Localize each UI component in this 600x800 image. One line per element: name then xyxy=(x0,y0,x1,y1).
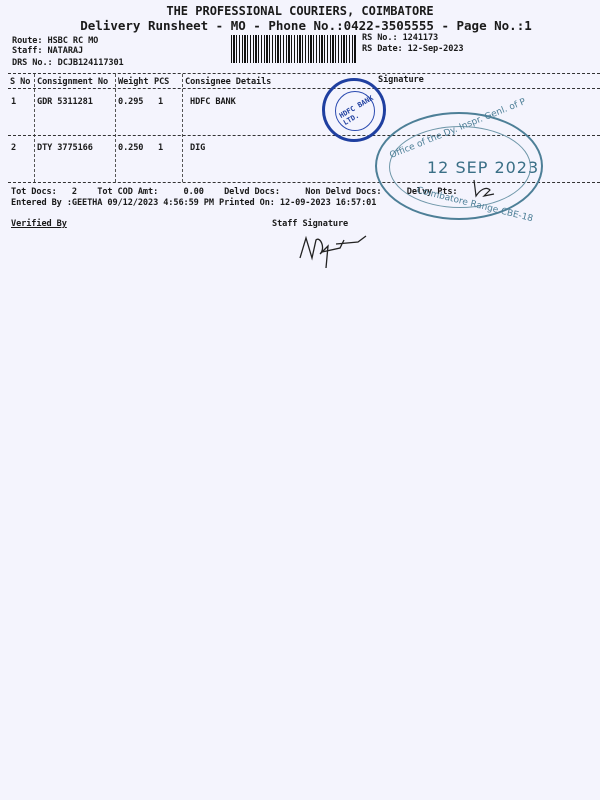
totals-line: Tot Docs: 2 Tot COD Amt: 0.00 Delvd Docs: Non Delvd Docs: Delvy Pts: xyxy=(11,187,458,197)
col-header-consignment: Consignment No xyxy=(37,77,109,87)
company-title: THE PROFESSIONAL COURIERS, COIMBATORE xyxy=(166,4,434,18)
staff-signature-label: Staff Signature xyxy=(272,219,349,229)
rs-date: RS Date: 12-Sep-2023 xyxy=(362,44,464,54)
row1-sno: 1 xyxy=(11,97,17,107)
col-header-signature: Signature xyxy=(378,75,424,85)
verified-by-label: Verified By xyxy=(11,219,67,229)
row2-weight: 0.250 xyxy=(118,143,144,153)
row2-consignee: DIG xyxy=(190,143,206,153)
col-header-sno: S No xyxy=(10,77,31,87)
row2-pcs: 1 xyxy=(158,143,164,153)
office-stamp-date: 12 SEP 2023 xyxy=(427,158,540,177)
row1-weight: 0.295 xyxy=(118,97,144,107)
col-header-weight: Weight xyxy=(118,77,149,87)
office-date-stamp xyxy=(375,97,543,225)
barcode xyxy=(231,35,356,63)
bank-stamp-text: HDFC BANK LTD. xyxy=(337,94,375,127)
rs-number: RS No.: 1241173 xyxy=(362,33,439,43)
signature-scribble xyxy=(296,228,376,276)
staff-label: Staff: NATARAJ xyxy=(12,46,84,56)
office-stamp-top-text: Office of the Dy. Inspr. Genl. of P xyxy=(388,97,528,161)
row1-pcs: 1 xyxy=(158,97,164,107)
table-top-rule xyxy=(8,73,600,74)
office-stamp-bottom-text: Coimbatore Range CBE-18 xyxy=(415,185,534,225)
entered-by-line: Entered By :GEETHA 09/12/2023 4:56:59 PM Printed On: 12-09-2023 16:57:01 xyxy=(11,198,377,208)
row2-sno: 2 xyxy=(11,143,17,153)
column-divider xyxy=(34,74,35,182)
table-header-rule xyxy=(8,88,600,89)
row1-consignee: HDFC BANK xyxy=(190,97,236,107)
drs-number: DRS No.: DCJB124117301 xyxy=(12,58,124,68)
route-label: Route: HSBC RC MO xyxy=(12,36,99,46)
bank-stamp xyxy=(322,78,386,142)
col-header-consignee: Consignee Details xyxy=(185,77,272,87)
row1-consignment: GDR 5311281 xyxy=(37,97,93,107)
row2-consignment: DTY 3775166 xyxy=(37,143,93,153)
column-divider xyxy=(182,74,183,182)
runsheet-subtitle: Delivery Runsheet - MO - Phone No.:0422-3505555 - Page No.:1 xyxy=(80,18,532,33)
column-divider xyxy=(115,74,116,182)
col-header-pcs: PCS xyxy=(154,77,170,87)
